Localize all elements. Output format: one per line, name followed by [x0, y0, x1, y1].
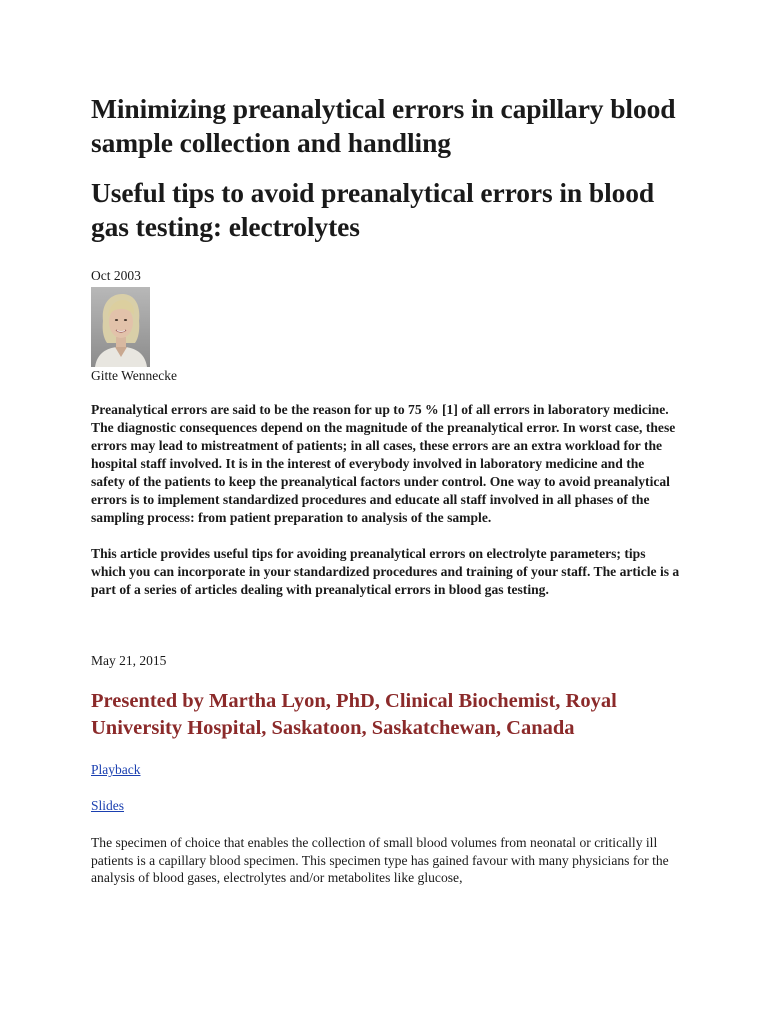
playback-link[interactable]: Playback [91, 762, 141, 777]
author-photo [91, 287, 150, 367]
article-title: Minimizing preanalytical errors in capillary blood sample collection and handling [91, 93, 676, 158]
webinar-date: May 21, 2015 [91, 653, 167, 668]
body-paragraph: The specimen of choice that enables the collection of small blood volumes from neonatal or critically ill patients is a capillary blood specimen. This specimen type has gained favour with many physicians for the analysis of blood gases, electrolytes and/or metabolites like glucose, [91, 835, 669, 885]
intro-paragraph-1: Preanalytical errors are said to be the reason for up to 75 % [1] of all errors in laboratory medicine. The diagnostic consequences depend on the magnitude of the preanalytical error. In worst case, these errors may lead to mistreatment of patients; in all cases, these errors are an extra workload for the hospital staff involved. It is in the interest of everybody involved in laboratory medicine and the safety of the patients to keep the preanalytical factors under control. One way to avoid preanalytical errors is to implement standardized procedures and educate all staff involved in all phases of the sampling process: from patient preparation to analysis of the sample. [91, 402, 676, 525]
article-container [91, 92, 681, 887]
slides-link[interactable]: Slides [91, 798, 125, 813]
article-subtitle: Useful tips to avoid preanalytical errors in blood gas testing: electrolytes [91, 177, 655, 242]
author-name: Gitte Wennecke [91, 368, 178, 383]
presenter-heading: Presented by Martha Lyon, PhD, Clinical Biochemist, Royal University Hospital, Saskatoon, Saskatchewan, Canada [91, 690, 617, 739]
intro-paragraph-2: This article provides useful tips for avoiding preanalytical errors on electrolyte parameters; tips which you can incorporate in your standardized procedures and training of your staff. The article is a part of a series of articles dealing with preanalytical errors in blood gas testing. [91, 546, 680, 597]
article-date: Oct 2003 [91, 268, 141, 283]
